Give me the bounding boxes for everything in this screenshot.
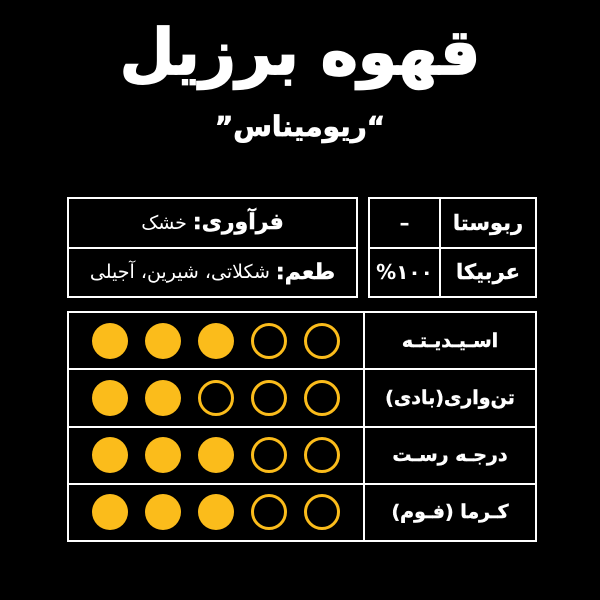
rating-dot-filled — [92, 437, 128, 473]
details-value: شکلاتی، شیرین، آجیلی — [89, 261, 270, 284]
rating-label: درجـه رسـت — [363, 428, 535, 483]
composition-value: – — [399, 210, 410, 235]
composition-row — [370, 199, 535, 249]
rating-dot-empty — [304, 323, 340, 359]
rating-dot-empty — [251, 494, 287, 530]
rating-dot-filled — [145, 437, 181, 473]
rating-dot-empty — [251, 437, 287, 473]
rating-dot-filled — [145, 494, 181, 530]
rating-row — [69, 485, 535, 540]
rating-dots — [69, 370, 363, 425]
rating-dot-empty — [251, 323, 287, 359]
rating-dot-empty — [304, 494, 340, 530]
ratings-table — [67, 311, 537, 542]
rating-dot-filled — [92, 380, 128, 416]
composition-value: %۱۰۰ — [376, 260, 433, 285]
rating-label: تن‌واری(بادی) — [363, 370, 535, 425]
rating-dot-filled — [198, 437, 234, 473]
rating-row — [69, 370, 535, 427]
rating-dots — [69, 428, 363, 483]
rating-dots — [69, 485, 363, 540]
composition-table — [368, 197, 537, 298]
details-table — [67, 197, 358, 298]
rating-dot-filled — [198, 494, 234, 530]
rating-row — [69, 428, 535, 485]
details-value: خشک — [141, 211, 187, 234]
composition-label: عربیکا — [439, 249, 535, 297]
info-section — [67, 197, 537, 298]
page-subtitle: “ریومیناس” — [214, 110, 386, 143]
details-row — [69, 199, 356, 249]
rating-dot-filled — [92, 323, 128, 359]
composition-label: ربوستا — [439, 199, 535, 247]
page-title: قهوه برزیل — [119, 16, 481, 89]
rating-row — [69, 313, 535, 370]
details-label: طعم: — [275, 259, 336, 285]
rating-label: کـرما (فـوم) — [363, 485, 535, 540]
details-row — [69, 249, 356, 297]
rating-dot-empty — [198, 380, 234, 416]
rating-dot-filled — [145, 323, 181, 359]
rating-dot-filled — [92, 494, 128, 530]
rating-dot-filled — [145, 380, 181, 416]
rating-dots — [69, 313, 363, 368]
composition-row — [370, 249, 535, 297]
rating-dot-empty — [304, 380, 340, 416]
rating-dot-empty — [251, 380, 287, 416]
rating-label: اسـیـدیـتـه — [363, 313, 535, 368]
rating-dot-filled — [198, 323, 234, 359]
details-label: فرآوری: — [192, 210, 284, 236]
rating-dot-empty — [304, 437, 340, 473]
